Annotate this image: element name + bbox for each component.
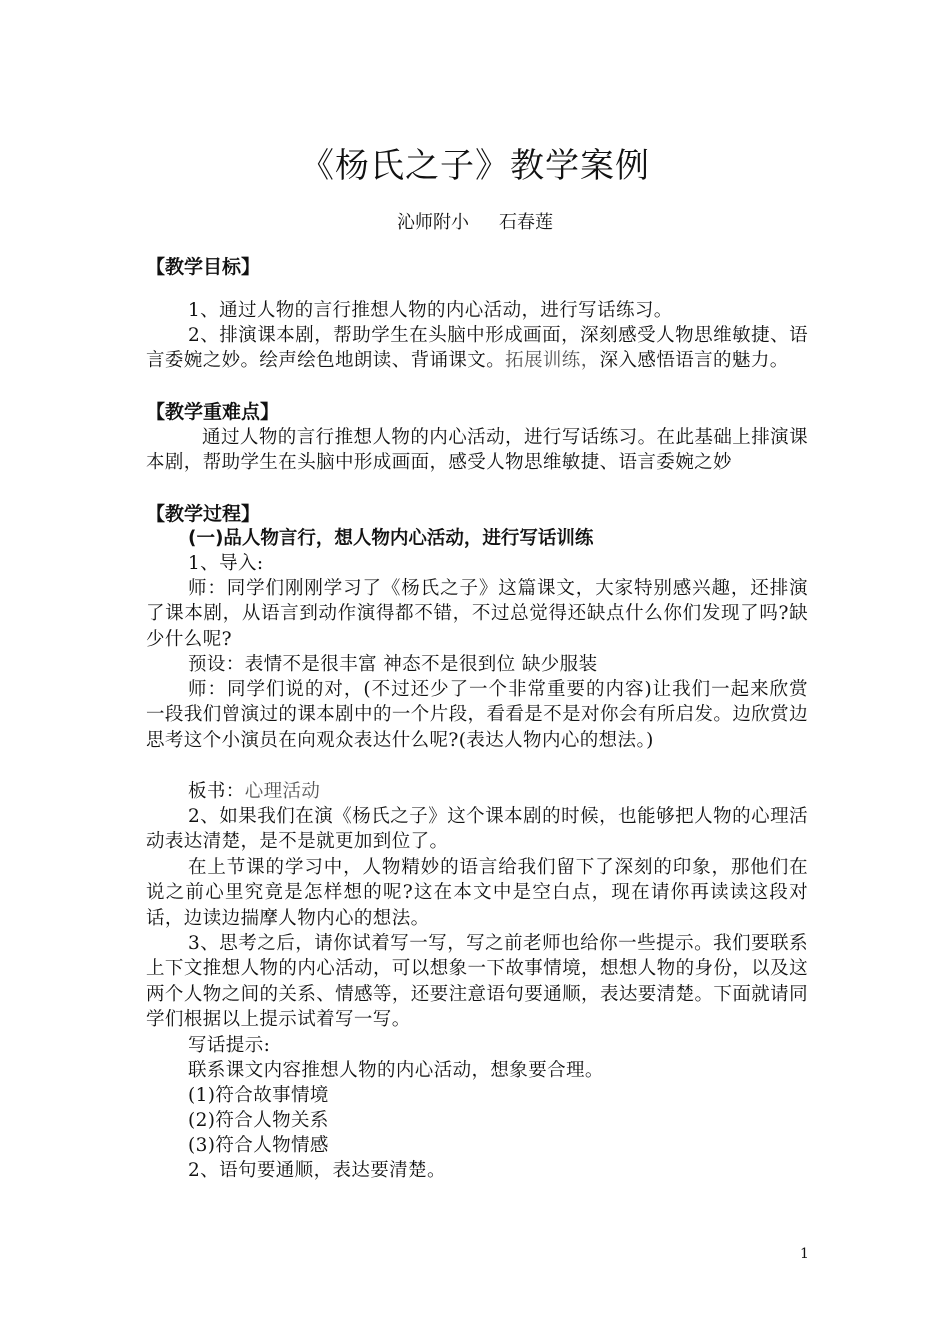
tips-label: 写话提示: [188,1035,271,1056]
goal-2-tail: 深入感悟语言的魅力。 [599,350,789,372]
board-line [188,779,320,804]
step-3-paragraph: 3、思考之后，请你试着写一写，写之前老师也给你一些提示。我们要联系上下文推想人物的内心活动，可以想象一下故事情境，想想人物的身份，以及这两个人物之间的关系、情感等，还要注意语句要通顺，表达要清楚。下面就请同学们根据以上提示试着写一写。 [146,933,808,1030]
board-text: 心理活动 [244,781,321,802]
page-number: 1 [800,1246,809,1262]
difficulty-heading: 【教学重难点】 [146,401,280,423]
author-line [0,208,950,234]
teacher-paragraph-1: 师：同学们刚刚学习了《杨氏之子》这篇课文，大家特别感兴趣，还排演了课本剧，从语言到动作演得都不错，不过总觉得还缺点什么你们发现了吗?缺少什么呢? [146,578,808,650]
goal-2 [146,323,808,374]
step-2b-paragraph: 在上节课的学习中，人物精妙的语言给我们留下了深刻的印象，那他们在说之前心里究竟是怎样想的呢?这在本文中是空白点，现在请你再读读这段对话，边读边揣摩人物内心的想法。 [146,857,808,929]
difficulty-text: 通过人物的言行推想人物的内心活动，进行写话练习。在此基础上排演课本剧，帮助学生在头脑中形成画面，感受人物思维敏捷、语言委婉之妙 [146,427,808,474]
goals-heading: 【教学目标】 [146,256,261,278]
goal-1: 1、通过人物的言行推想人物的内心活动，进行写话练习。 [188,300,673,321]
tip-item-1: (1)符合故事情境 [188,1085,329,1106]
document-title: 《杨氏之子》教学案例 [300,146,650,186]
step-2-paragraph: 2、如果我们在演《杨氏之子》这个课本剧的时候，也能够把人物的心理活动表达清楚，是不是就更加到位了。 [146,806,808,853]
tip-item-2: (2)符合人物关系 [188,1110,329,1131]
tip-final: 2、语句要通顺，表达要清楚。 [188,1160,446,1181]
intro-label: 1、导入: [188,553,264,574]
tips-intro: 联系课文内容推想人物的内心活动，想象要合理。 [188,1060,604,1081]
tip-item-3: (3)符合人物情感 [188,1135,329,1156]
teacher-paragraph-2: 师：同学们说的对，(不过还少了一个非常重要的内容)让我们一起来欣赏一段我们曾演过的课本剧中的一个片段，看看是不是对你会有所启发。边欣赏边思考这个小演员在向观众表达什么呢?(表达人物内心的想法。) [146,679,808,751]
process-heading: 【教学过程】 [146,503,261,525]
board-label: 板书： [188,781,245,802]
goal-2-extra: 拓展训练， [505,350,600,372]
part-one-title: (一)品人物言行，想人物内心活动，进行写话训练 [188,528,594,549]
school-name: 沁师附小 [397,212,469,233]
goal-2-main: 2、排演课本剧，帮助学生在头脑中形成画面，深刻感受人物思维敏捷、语言委婉之妙。绘声绘色地朗读、背诵课文。 [146,325,808,372]
preset-line: 预设：表情不是很丰富 神态不是很到位 缺少服装 [188,654,598,675]
author-name: 石春莲 [499,212,553,233]
